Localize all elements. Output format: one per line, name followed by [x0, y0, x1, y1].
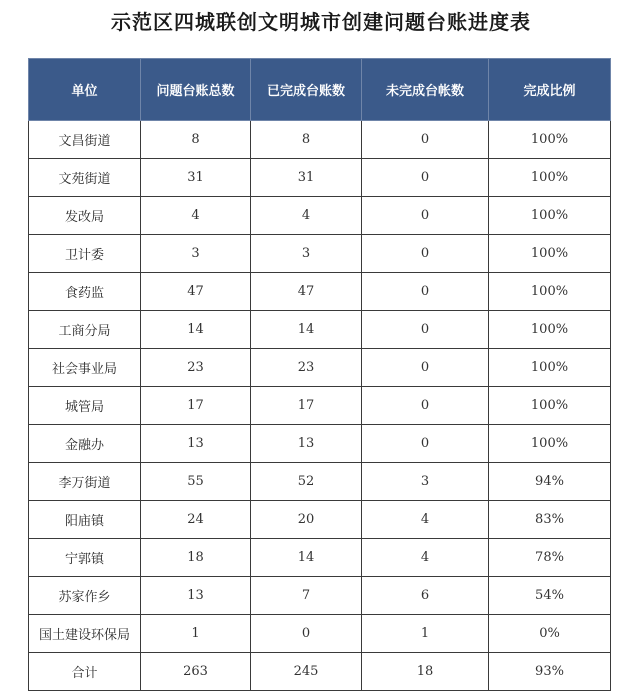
table-row — [29, 387, 611, 425]
cell-completed: 23 — [251, 349, 362, 387]
cell-total-issues: 31 — [141, 159, 251, 197]
cell-completion-rate: 100% — [489, 387, 611, 425]
cell-total-issues: 14 — [141, 311, 251, 349]
cell-total-issues: 1 — [141, 615, 251, 653]
cell-completed: 13 — [251, 425, 362, 463]
cell-completion-rate: 100% — [489, 273, 611, 311]
cell-unit: 阳庙镇 — [29, 501, 141, 539]
cell-uncompleted: 4 — [362, 539, 489, 577]
cell-completion-rate: 78% — [489, 539, 611, 577]
table-row — [29, 159, 611, 197]
table-row — [29, 121, 611, 159]
cell-uncompleted: 0 — [362, 159, 489, 197]
cell-unit: 文昌街道 — [29, 121, 141, 159]
cell-completion-rate: 93% — [489, 653, 611, 691]
cell-total-issues: 17 — [141, 387, 251, 425]
cell-uncompleted: 0 — [362, 349, 489, 387]
cell-unit: 金融办 — [29, 425, 141, 463]
cell-completed: 47 — [251, 273, 362, 311]
header-completed: 已完成台账数 — [251, 59, 362, 121]
cell-uncompleted: 6 — [362, 577, 489, 615]
cell-uncompleted: 0 — [362, 235, 489, 273]
header-total-issues: 问题台账总数 — [141, 59, 251, 121]
table-row — [29, 501, 611, 539]
cell-completion-rate: 100% — [489, 425, 611, 463]
cell-completed: 4 — [251, 197, 362, 235]
table-row — [29, 273, 611, 311]
cell-completion-rate: 0% — [489, 615, 611, 653]
header-unit: 单位 — [29, 59, 141, 121]
progress-table — [28, 58, 611, 691]
cell-unit: 合计 — [29, 653, 141, 691]
cell-total-issues: 18 — [141, 539, 251, 577]
table-row — [29, 349, 611, 387]
cell-unit: 工商分局 — [29, 311, 141, 349]
cell-unit: 食药监 — [29, 273, 141, 311]
cell-completed: 17 — [251, 387, 362, 425]
cell-completed: 20 — [251, 501, 362, 539]
cell-completed: 8 — [251, 121, 362, 159]
header-uncompleted: 未完成台帐数 — [362, 59, 489, 121]
table-row — [29, 235, 611, 273]
cell-uncompleted: 0 — [362, 425, 489, 463]
cell-uncompleted: 1 — [362, 615, 489, 653]
cell-unit: 发改局 — [29, 197, 141, 235]
cell-total-issues: 4 — [141, 197, 251, 235]
table-row — [29, 463, 611, 501]
cell-unit: 社会事业局 — [29, 349, 141, 387]
cell-completion-rate: 100% — [489, 197, 611, 235]
header-completion-rate: 完成比例 — [489, 59, 611, 121]
table-row — [29, 615, 611, 653]
cell-uncompleted: 0 — [362, 197, 489, 235]
cell-unit: 城管局 — [29, 387, 141, 425]
cell-unit: 文苑街道 — [29, 159, 141, 197]
cell-uncompleted: 0 — [362, 273, 489, 311]
table-row — [29, 311, 611, 349]
cell-completion-rate: 100% — [489, 235, 611, 273]
table-row — [29, 577, 611, 615]
cell-uncompleted: 0 — [362, 387, 489, 425]
table-row — [29, 539, 611, 577]
cell-total-issues: 47 — [141, 273, 251, 311]
cell-completed: 245 — [251, 653, 362, 691]
cell-total-issues: 55 — [141, 463, 251, 501]
table-total-row — [29, 653, 611, 691]
cell-total-issues: 263 — [141, 653, 251, 691]
cell-completion-rate: 54% — [489, 577, 611, 615]
cell-completion-rate: 100% — [489, 349, 611, 387]
cell-uncompleted: 0 — [362, 121, 489, 159]
cell-uncompleted: 0 — [362, 311, 489, 349]
cell-total-issues: 24 — [141, 501, 251, 539]
page-title: 示范区四城联创文明城市创建问题台账进度表 — [111, 10, 531, 34]
cell-total-issues: 23 — [141, 349, 251, 387]
cell-total-issues: 8 — [141, 121, 251, 159]
cell-unit: 李万街道 — [29, 463, 141, 501]
cell-completed: 7 — [251, 577, 362, 615]
table-row — [29, 425, 611, 463]
cell-total-issues: 3 — [141, 235, 251, 273]
cell-completion-rate: 94% — [489, 463, 611, 501]
cell-unit: 国土建设环保局 — [29, 615, 141, 653]
cell-total-issues: 13 — [141, 425, 251, 463]
cell-unit: 卫计委 — [29, 235, 141, 273]
table-header-row — [29, 59, 611, 121]
cell-completed: 14 — [251, 311, 362, 349]
cell-completed: 52 — [251, 463, 362, 501]
table-body — [29, 121, 611, 691]
cell-uncompleted: 18 — [362, 653, 489, 691]
cell-completed: 0 — [251, 615, 362, 653]
cell-uncompleted: 4 — [362, 501, 489, 539]
cell-uncompleted: 3 — [362, 463, 489, 501]
cell-completed: 3 — [251, 235, 362, 273]
cell-unit: 宁郭镇 — [29, 539, 141, 577]
cell-unit: 苏家作乡 — [29, 577, 141, 615]
cell-total-issues: 13 — [141, 577, 251, 615]
cell-completed: 31 — [251, 159, 362, 197]
cell-completion-rate: 100% — [489, 121, 611, 159]
cell-completion-rate: 100% — [489, 159, 611, 197]
cell-completed: 14 — [251, 539, 362, 577]
cell-completion-rate: 100% — [489, 311, 611, 349]
cell-completion-rate: 83% — [489, 501, 611, 539]
table-row — [29, 197, 611, 235]
